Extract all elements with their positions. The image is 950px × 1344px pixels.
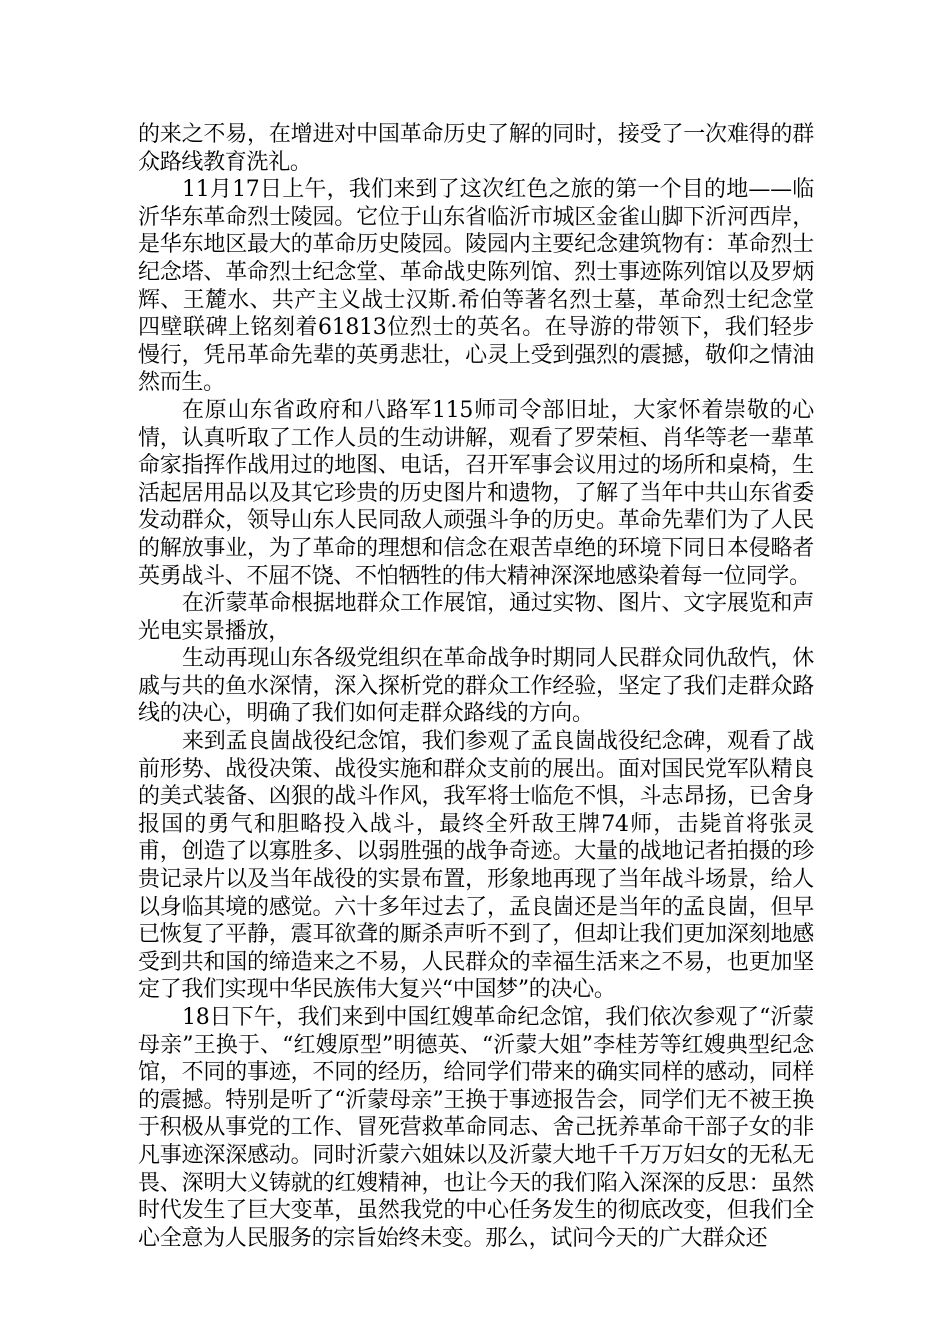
paragraph-5: 生动再现山东各级党组织在革命战争时期同人民群众同仇敌忾，休戚与共的鱼水深情，深入探析党的群众工作经验，坚定了我们走群众路线的决心，明确了我们如何走群众路线的方向。 (138, 646, 814, 727)
paragraph-6: 来到孟良崮战役纪念馆，我们参观了孟良崮战役纪念碑，观看了战前形势、战役决策、战役实施和群众支前的展出。面对国民党军队精良的美式装备、凶狠的战斗作风，我军将士临危不惧，斗志昂扬，已舍身报国的勇气和胆略投入战斗，最终全歼敌王牌74师，击毙首将张灵甫，创造了以寡胜多、以弱胜强的战争奇迹。大量的战地记者拍摄的珍贵记录片以及当年战役的实景布置，形象地再现了当年战斗场景，给人以身临其境的感觉。六十多年过去了，孟良崮还是当年的孟良崮，但早已恢复了平静，震耳欲聋的厮杀声听不到了，但却让我们更加深刻地感受到共和国的缔造来之不易，人民群众的幸福生活来之不易，也更加坚定了我们实现中华民族伟大复兴“中国梦”的决心。 (138, 729, 814, 1003)
paragraph-3: 在原山东省政府和八路军115师司令部旧址，大家怀着崇敬的心情，认真听取了工作人员的生动讲解，观看了罗荣桓、肖华等老一辈革命家指挥作战用过的地图、电话，召开军事会议用过的场所和桌椅，生活起居用品以及其它珍贵的历史图片和遗物，了解了当年中共山东省委发动群众，领导山东人民同敌人顽强斗争的历史。革命先辈们为了人民的解放事业，为了革命的理想和信念在艰苦卓绝的环境下同日本侵略者英勇战斗、不屈不饶、不怕牺牲的伟大精神深深地感染着每一位同学。 (138, 397, 814, 589)
paragraph-2: 11月17日上午，我们来到了这次红色之旅的第一个目的地——临沂华东革命烈士陵园。它位于山东省临沂市城区金雀山脚下沂河西岸，是华东地区最大的革命历史陵园。陵园内主要纪念建筑物有：革命烈士纪念塔、革命烈士纪念堂、革命战史陈列馆、烈士事迹陈列馆以及罗炳辉、王麓水、共产主义战士汉斯.希伯等著名烈士墓，革命烈士纪念堂四壁联碑上铭刻着61813位烈士的英名。在导游的带领下，我们轻步慢行，凭吊革命先辈的英勇悲壮，心灵上受到强烈的震撼，敬仰之情油然而生。 (138, 177, 814, 396)
paragraph-1: 的来之不易，在增进对中国革命历史了解的同时，接受了一次难得的群众路线教育洗礼。 (138, 122, 814, 175)
paragraph-4: 在沂蒙革命根据地群众工作展馆，通过实物、图片、文字展览和声光电实景播放， (138, 591, 814, 644)
document-body (138, 121, 814, 1252)
paragraph-7: 18日下午，我们来到中国红嫂革命纪念馆，我们依次参观了“沂蒙母亲”王换于、“红嫂原型”明德英、“沂蒙大姐”李桂芳等红嫂典型纪念馆，不同的事迹，不同的经历，给同学们带来的确实同样的感动，同样的震撼。特别是听了“沂蒙母亲”王换于事迹报告会，同学们无不被王换于积极从事党的工作、冒死营救革命同志、舍己抚养革命干部子女的非凡事迹深深感动。同时沂蒙六姐妹以及沂蒙大地千千万万妇女的无私无畏、深明大义铸就的红嫂精神，也让今天的我们陷入深深的反思：虽然时代发生了巨大变革，虽然我党的中心任务发生的彻底改变，但我们全心全意为人民服务的宗旨始终未变。那么，试问今天的广大群众还 (138, 1005, 814, 1251)
